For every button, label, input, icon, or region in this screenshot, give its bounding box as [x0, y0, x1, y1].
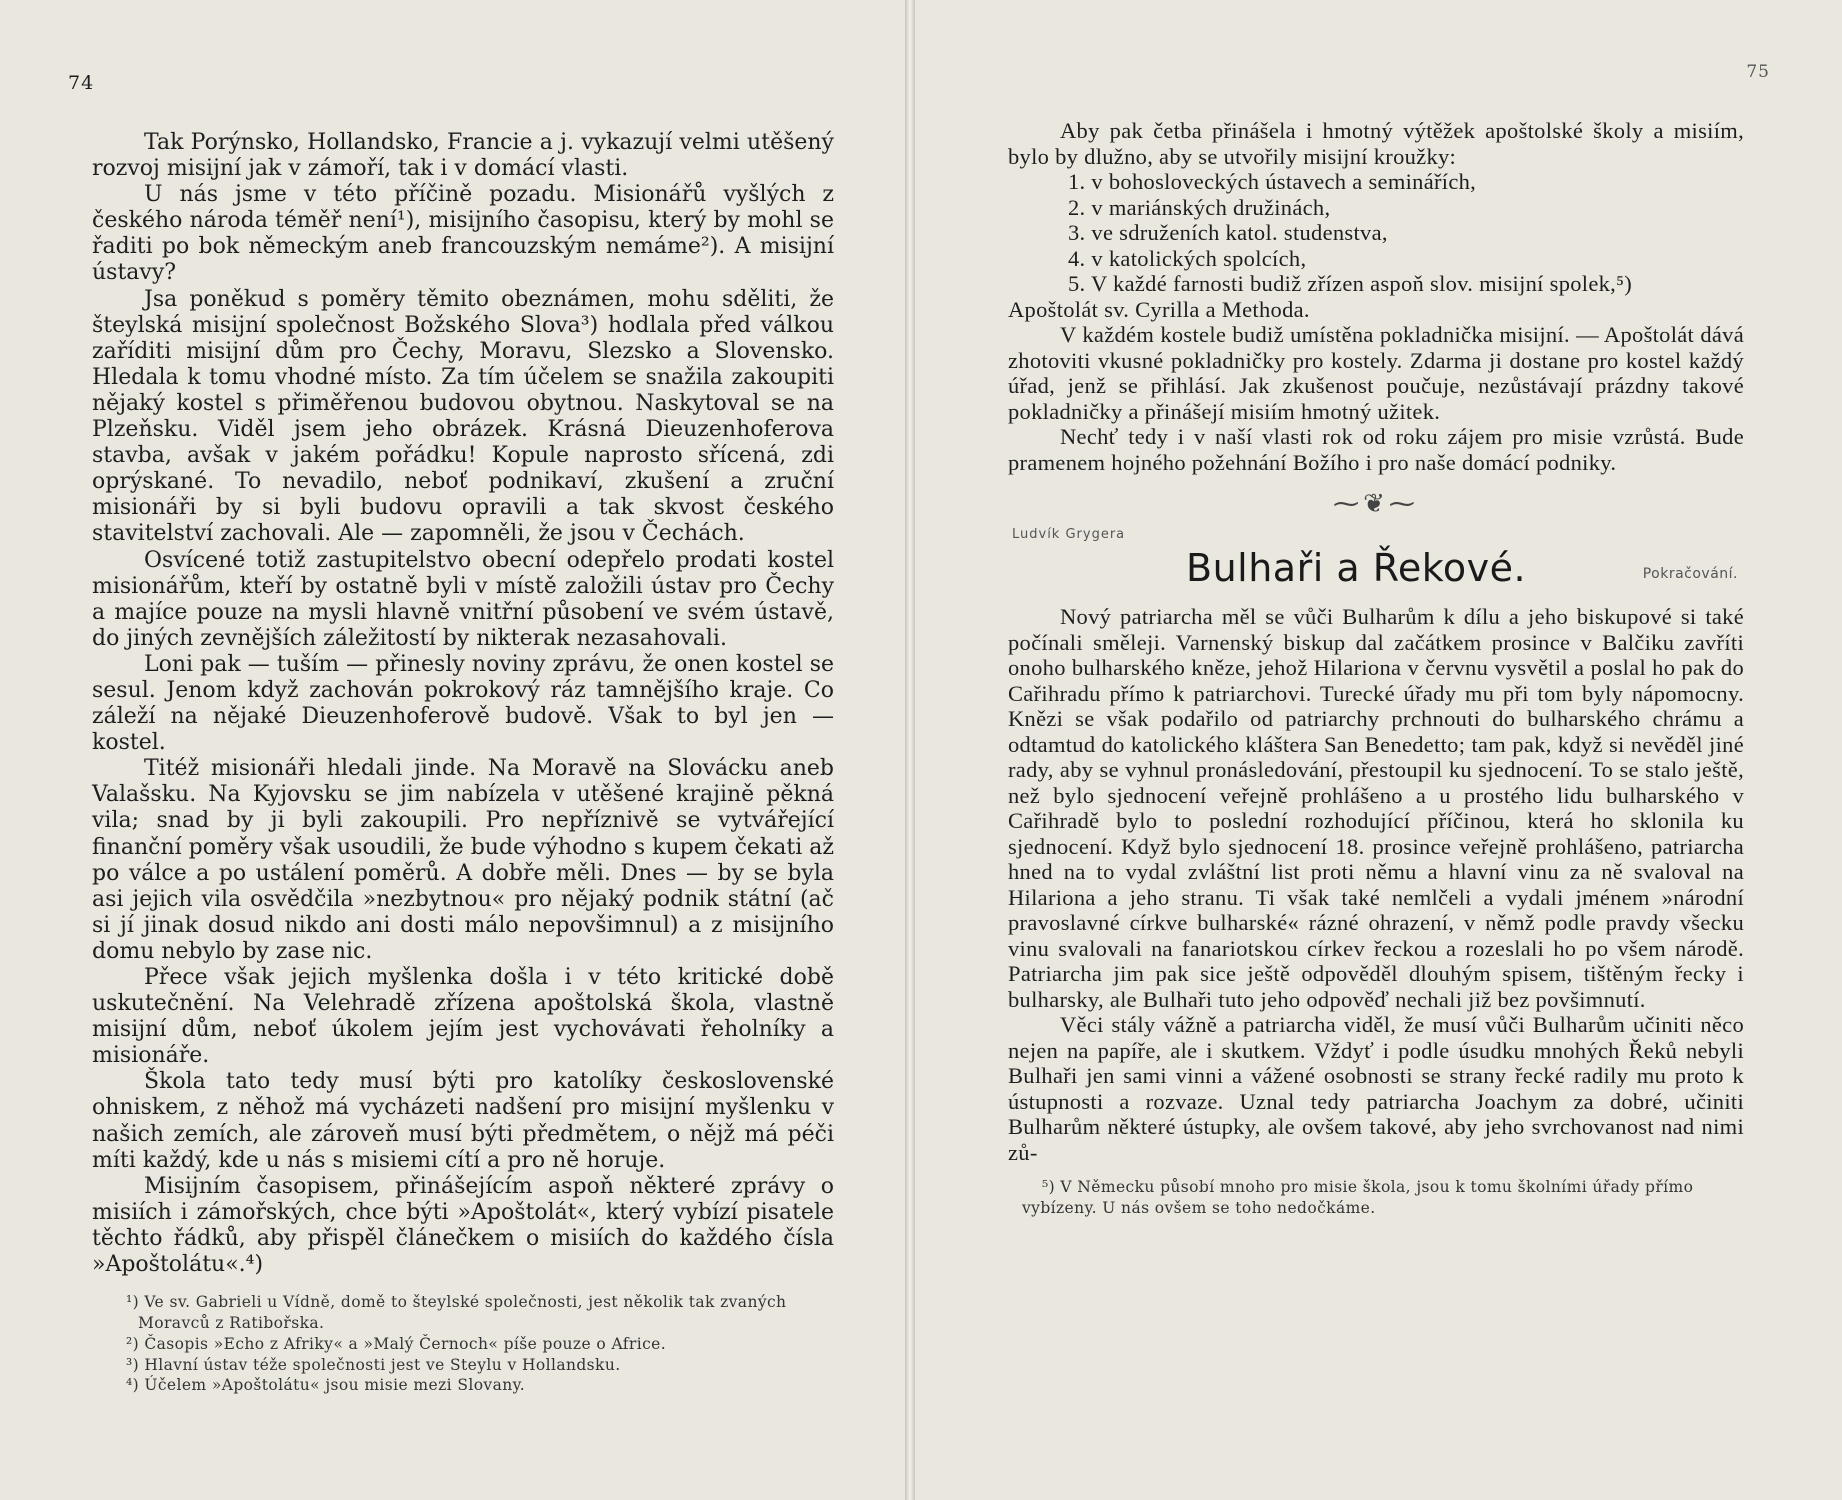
footnote: ¹) Ve sv. Gabrieli u Vídně, domě to šteylské společnosti, jest několik tak zvaných Moravců z Ratibořska.: [126, 1293, 787, 1332]
paragraph: V každém kostele budiž umístěna pokladnička misijní. — Apoštolát dává zhotoviti vkusné pokladničky pro kostely. Zdarma ji dostane pro kostel každý úřad, jenž se přihlásí. Jak zkušenost poučuje, nezůstávají prázdny takové pokladničky a přinášejí misiím hmotný užitek.: [1008, 322, 1744, 424]
list-item: 3. ve sdruženích katol. studenstva,: [1068, 220, 1388, 245]
footnote: ³) Hlavní ústav téže společnosti jest ve Steylu v Hollandsku.: [126, 1355, 621, 1374]
paragraph: Osvícené totiž zastupitelstvo obecní odepřelo prodati kostel misionářům, kteří by ostatně byli v místě založili ústav pro Čechy a majíce pouze na mysli hlavně vnitřní působení ve svém ústavě, do jiných zevnějších záležitostí by nikterak nezasahovali.: [92, 547, 834, 651]
paragraph: Aby pak četba přinášela i hmotný výtěžek apoštolské školy a misiím, bylo by dlužno, aby se utvořily misijní kroužky:: [1008, 118, 1744, 169]
paragraph: Nový patriarcha měl se vůči Bulharům k dílu a jeho biskupové si také počínali směleji. Varnenský biskup dal začátkem prosince v Balčiku zavříti onoho bulharského kněze, jehož Hilariona v červnu vysvětil a poslal ho pak do Cařihradu přímo k patriarchovi. Turecké úřady mu při tom byly nápomocny. Knězi se však podařilo od patriarchy prchnouti do bulharského chrámu a odtamtud do katolického kláštera San Benedetto; tam pak, když si nevěděl jiné rady, aby se vyhnul pronásledování, přestoupil ku sjednocení. To se stalo ještě, než bylo sjednocení veřejně prohlášeno a u prostého lidu bulharského v Cařihradě bylo to poslední rozhodující příčinou, která ho sklonila ku sjednocení. Když bylo sjednocení 18. prosince veřejně prohlášeno, patriarcha hned na to vydal zvláštní list proti němu a hlavní vinu za ně svaloval na Hilariona a jeho stranu. Ti však také nemlčeli a vydali jménem »národní pravoslavné církve bulharské« rázné ohrazení, v němž podle pravdy všecku vinu svalovali na fanariotskou církev řeckou a rozeslali ho po všem národě. Patriarcha jim pak sice ještě odpověděl dlouhým spisem, tištěným řecky i bulharsky, ale Bulhaři tuto jeho odpověď nechali již bez povšimnutí.: [1008, 604, 1744, 1012]
page-number: 74: [68, 72, 95, 94]
footnote: ⁵) V Německu působí mnoho pro misie škola, jsou k tomu školními úřady přímo vybízeny. U nás ovšem se toho nedočkáme.: [1022, 1178, 1694, 1217]
author-name: Ludvík Grygera: [1012, 527, 1126, 542]
article-heading: [1008, 546, 1744, 604]
continued-label: Pokračování.: [1642, 566, 1738, 582]
paragraph: Nechť tedy i v naší vlasti rok od roku zájem pro misie vzrůstá. Bude pramenem hojného požehnání Božího i pro naše domácí podniky.: [1008, 424, 1744, 475]
paragraph: Tak Porýnsko, Hollandsko, Francie a j. vykazují velmi utěšený rozvoj misijní jak v zámoří, tak i v domácí vlasti.: [92, 130, 834, 182]
footnote: ⁴) Účelem »Apoštolátu« jsou misie mezi Slovany.: [126, 1376, 526, 1395]
left-page: [0, 0, 905, 1500]
article-title: Bulhaři a Řekové.: [1186, 546, 1527, 590]
paragraph: Škola tato tedy musí býti pro katolíky československé ohniskem, z něhož má vycházeti nadšení pro misijní myšlenku v našich zemích, ale zároveň musí býti předmětem, o nějž má péči míti každý, kde u nás s misiemi cítí a pro ně horuje.: [92, 1069, 834, 1173]
paragraph: Jsa poněkud s poměry těmito obeznámen, mohu sděliti, že šteylská misijní společnost Božského Slova³) hodlala před válkou zaříditi misijní dům pro Čechy, Moravu, Slezsko a Slovensko. Hledala k tomu vhodné místo. Za tím účelem se snažila zakoupiti nějaký kostel s přiměřenou budovou obytnou. Naskytoval se na Plzeňsku. Viděl jsem jeho obrázek. Krásná Dieuzenhoferova stavba, avšak v jakém pořádku! Kopule naprosto sřícená, zdi oprýskané. To nevadilo, neboť podnikaví, zkušení a zruční misionáři by si byli budovu opravili a tak skvost českého stavitelství zachovali. Ale — zapomněli, že jsou v Čechách.: [92, 286, 834, 547]
left-text-column: [92, 130, 834, 1396]
list-item: 4. v katolických spolcích,: [1068, 245, 1307, 271]
paragraph: Apoštolát sv. Cyrilla a Methoda.: [1008, 296, 1310, 322]
footnotes: [1008, 1177, 1744, 1219]
book-gutter: [905, 0, 915, 1500]
footnote: ²) Časopis »Echo z Afriky« a »Malý Černoch« píše pouze o Africe.: [126, 1334, 667, 1353]
footnotes: [92, 1292, 834, 1396]
list-item: 2. v mariánských družinách,: [1068, 194, 1331, 220]
paragraph: Věci stály vážně a patriarcha viděl, že musí vůči Bulharům učiniti něco nejen na papíře, ale i skutkem. Vždyť i podle úsudku mnohých Řeků nebyli Bulhaři jen sami vinni a vážené osobnosti se strany řecké radily mu proto k ústupnosti a rozvaze. Uznal tedy patriarcha Joachym za dobré, učiniti Bulharům některé ústupky, ale ovšem takové, aby jeho svrchovanost nad nimi zů-: [1008, 1012, 1744, 1165]
page-number: 75: [1746, 62, 1770, 82]
list-item: 1. v bohosloveckých ústavech a seminářích,: [1068, 169, 1477, 194]
right-text-column: [1008, 118, 1744, 1219]
paragraph: U nás jsme v této příčině pozadu. Misionářů vyšlých z českého národa téměř není¹), misijního časopisu, který by mohl se řaditi po bok německým aneb francouzským nemáme²). A misijní ústavy?: [92, 182, 834, 286]
paragraph: Titéž misionáři hledali jinde. Na Moravě na Slovácku aneb Valašsku. Na Kyjovsku se jim nabízela v utěšené krajině pěkná vila; snad by ji byli zakoupili. Pro nepříznivě se vytvářející finanční poměry však usoudili, že bude výhodno s kupem čekati až po válce a po ustálení poměrů. A dobře měli. Dnes — by se byla asi jejich vila osvědčila »nezbytnou« pro nějaký podnik státní (ač si jí jinak dosud nikdo ani dosti málo nepovšimnul) a z misijního domu nebylo by zase nic.: [92, 756, 834, 964]
right-page: [915, 0, 1842, 1500]
ornament-icon: ⁓❦⁓: [1333, 489, 1419, 519]
paragraph: Loni pak — tuším — přinesly noviny zprávu, že onen kostel se sesul. Jenom když zachován pokrokový ráz tamnějšího kraje. Co záleží na nějaké Dieuzenhoferově budově. Však to byl jen — kostel.: [92, 651, 834, 756]
list-item: 5. V každé farnosti budiž zřízen aspoň slov. misijní spolek,⁵): [1068, 271, 1633, 296]
paragraph: Přece však jejich myšlenka došla i v této kritické době uskutečnění. Na Velehradě zřízena apoštolská škola, vlastně misijní dům, neboť úkolem jejím jest vychovávati řeholníky a misionáře.: [92, 965, 834, 1069]
paragraph: Misijním časopisem, přinášejícím aspoň některé zprávy o misiích i zámořských, chce býti »Apoštolát«, který vybízí pisatele těchto řádků, aby přispěl článečkem o misiích do každého čísla »Apoštolátu«.⁴): [92, 1173, 834, 1278]
